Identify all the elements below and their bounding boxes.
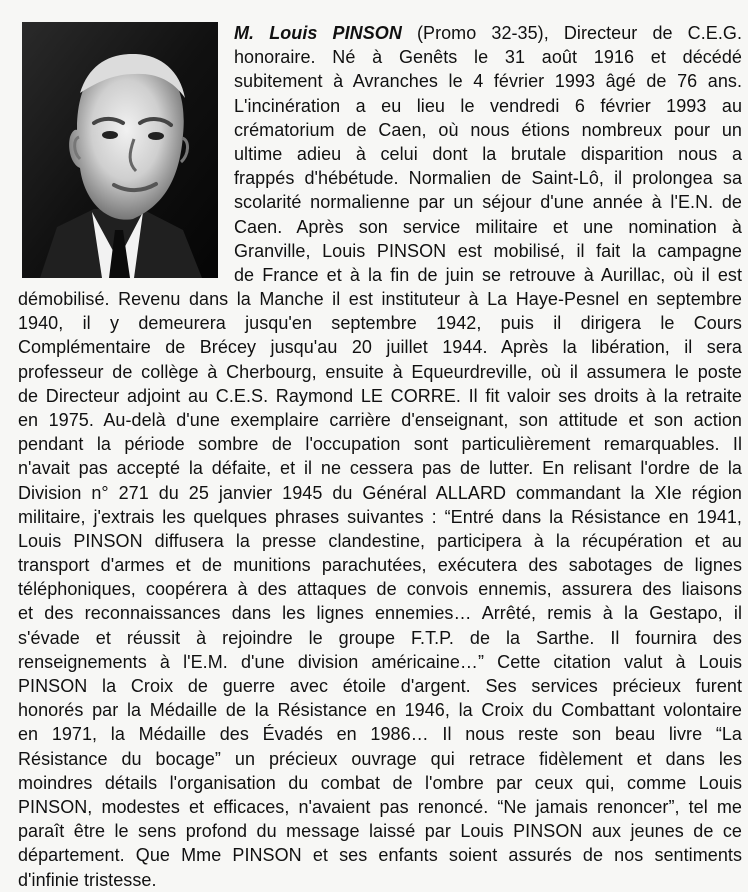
paragraph-line-13: téléphoniques, coopérera à des attaques de convois ennemis, assurera des liaisons	[18, 579, 742, 600]
right-line-11: de France et à la fin de juin se retrouve à Aurillac, où il est	[234, 264, 742, 285]
paragraph-line-4: professeur de collège à Cherbourg, ensuite à Equeurdreville, où il assumera le poste	[18, 361, 742, 382]
paragraph-line-14: et des reconnaissances dans les lignes ennemies… Arrêté, remis à la Gestapo, il	[18, 603, 742, 624]
paragraph-line-18: honorés par la Médaille de la Résistance en 1946, la Croix du Combattant volontaire	[18, 700, 742, 721]
right-line-10: Granville, Louis PINSON est mobilisé, il fait la campagne	[234, 240, 742, 261]
paragraph-line-10: militaire, j'extrais les quelques phrases suivantes : “Entré dans la Résistance en 1941,	[18, 506, 742, 527]
paragraph-line-23: paraît être le sens profond du message laissé par Louis PINSON aux jeunes de ce	[18, 821, 742, 842]
right-line-1-text: (Promo 32-35), Directeur de C.E.G.	[401, 23, 742, 43]
paragraph-line-16: renseignements à l'E.M. d'une division américaine…” Cette citation valut à Louis	[18, 651, 742, 672]
paragraph-line-3: Complémentaire de Brécey jusqu'au 20 juillet 1944. Après la libération, il sera	[18, 337, 742, 358]
paragraph-line-24: département. Que Mme PINSON et ses enfants soient assurés de nos sentiments	[18, 845, 742, 866]
paragraph-line-25: d'infinie tristesse.	[18, 869, 157, 890]
paragraph-line-12: transport d'armes et de munitions parachutées, exécutera des sabotages de lignes	[18, 555, 742, 576]
right-line-3: subitement à Avranches le 4 février 1993 âgé de 76 ans.	[234, 71, 742, 92]
person-name: M. Louis PINSON	[234, 23, 402, 43]
paragraph-line-2: 1940, il y demeurera jusqu'en septembre 1942, puis il dirigera le Cours	[18, 313, 742, 334]
right-line-7: frappés d'hébétude. Normalien de Saint-Lô, il prolongea sa	[234, 168, 742, 189]
paragraph-line-20: Résistance du bocage” un précieux ouvrage qui retrace fidèlement et dans les	[18, 748, 742, 769]
paragraph-line-6: en 1975. Au-delà d'une exemplaire carrière d'enseignant, son attitude et son action	[18, 409, 742, 430]
right-line-2: honoraire. Né à Genêts le 31 août 1916 et décédé	[234, 47, 742, 68]
top-right-paragraph	[234, 21, 742, 287]
paragraph-line-5: de Directeur adjoint au C.E.S. Raymond LE CORRE. Il fit valoir ses droits à la retraite	[18, 385, 742, 406]
right-line-8: scolarité normalienne par un séjour d'une année à l'E.N. de	[234, 192, 742, 213]
paragraph-line-7: pendant la période sombre de l'occupation sont particulièrement remarquables. Il	[18, 434, 742, 455]
paragraph-line-9: Division n° 271 du 25 janvier 1945 du Général ALLARD commandant la XIe région	[18, 482, 742, 503]
right-line-4: L'incinération a eu lieu le vendredi 6 février 1993 au	[234, 95, 742, 116]
portrait-photo	[22, 22, 218, 278]
portrait-image	[22, 22, 218, 278]
right-line-6: ultime adieu à celui dont la brutale disparition nous a	[234, 143, 742, 164]
paragraph-line-22: PINSON, modestes et efficaces, n'avaient pas renoncé. “Ne jamais renoncer”, tel me	[18, 796, 742, 817]
paragraph-line-1: démobilisé. Revenu dans la Manche il est instituteur à La Haye-Pesnel en septembre	[18, 289, 742, 309]
right-line-5: crématorium de Caen, où nous étions nombreux pour un	[234, 119, 742, 140]
paragraph-line-21: moindres détails l'organisation du combat de l'ombre par ceux qui, comme Louis	[18, 772, 742, 793]
paragraph-line-17: PINSON la Croix de guerre avec étoile d'argent. Ses services précieux furent	[18, 676, 742, 696]
paragraph-line-19: en 1971, la Médaille des Évadés en 1986… Il nous reste son beau livre “La	[18, 724, 742, 745]
right-line-9: Caen. Après son service militaire et une nomination à	[234, 216, 742, 237]
main-paragraph	[18, 287, 742, 892]
paragraph-line-11: Louis PINSON diffusera la presse clandestine, participera à la récupération et au	[18, 530, 742, 551]
right-line-1	[234, 21, 742, 45]
paragraph-line-15: s'évade et réussit à rejoindre le groupe F.T.P. de la Sarthe. Il fournira des	[18, 627, 742, 648]
paragraph-line-8: n'avait pas accepté la défaite, et il ne cessera pas de lutter. En relisant l'ordre de la	[18, 458, 742, 479]
